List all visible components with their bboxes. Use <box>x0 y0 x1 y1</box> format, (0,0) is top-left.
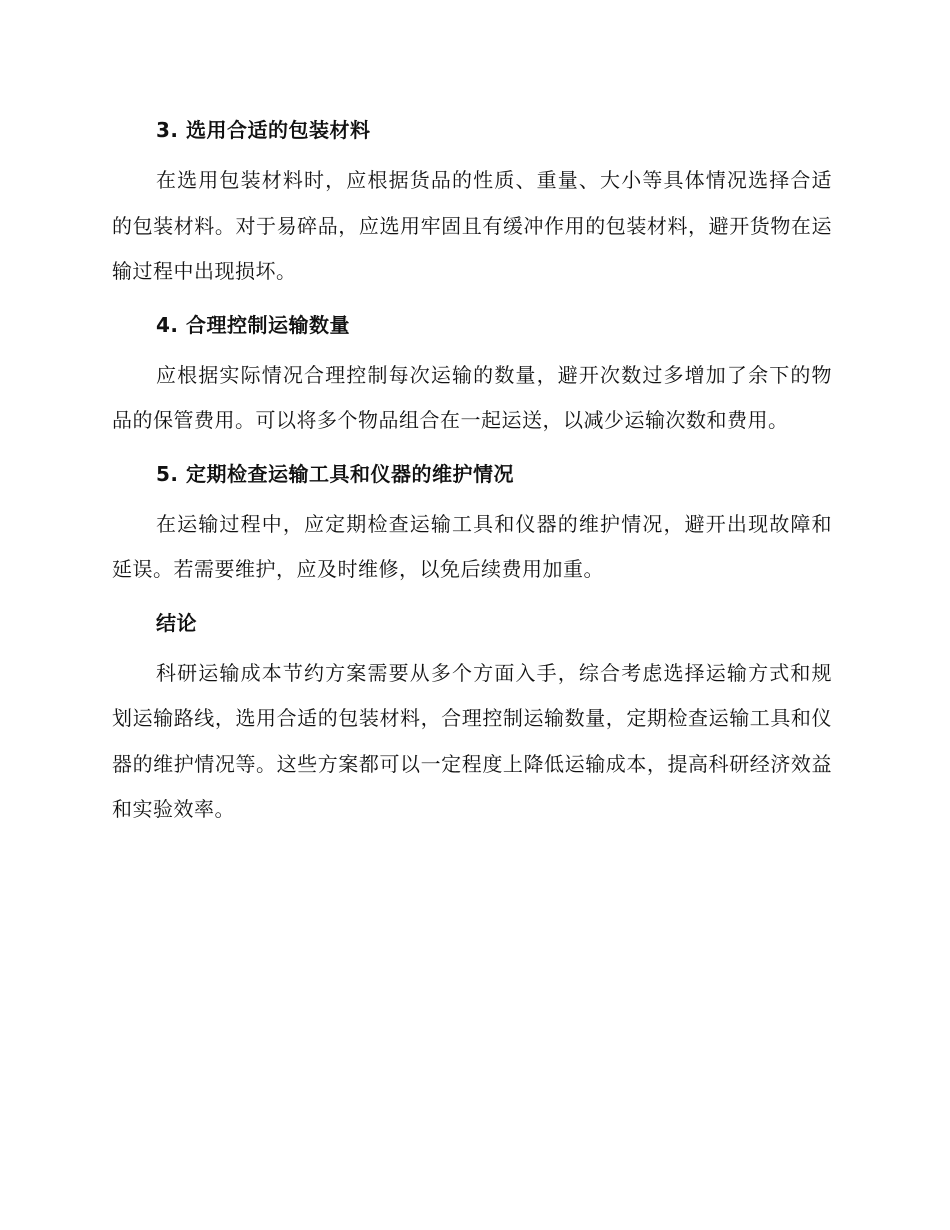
section-heading-maintenance: 5. 定期检查运输工具和仪器的维护情况 <box>156 461 514 486</box>
section-paragraph-packaging: 在选用包装材料时，应根据货品的性质、重量、大小等具体情况选择合适的包装材料。对于易碎品，应选用牢固且有缓冲作用的包装材料，避开货物在运输过程中出现损坏。 <box>112 168 832 283</box>
section-paragraph-maintenance: 在运输过程中，应定期检查运输工具和仪器的维护情况，避开出现故障和延误。若需要维护，应及时维修，以免后续费用加重。 <box>112 511 832 581</box>
document-body <box>112 112 832 833</box>
section-paragraph-conclusion: 科研运输成本节约方案需要从多个方面入手，综合考虑选择运输方式和规划运输路线，选用合适的包装材料，合理控制运输数量，定期检查运输工具和仪器的维护情况等。这些方案都可以一定程度上降低运输成本，提高科研经济效益和实验效率。 <box>112 660 832 821</box>
section-heading-conclusion: 结论 <box>156 610 197 635</box>
section-heading-packaging: 3. 选用合适的包装材料 <box>156 118 371 142</box>
section-paragraph-quantity: 应根据实际情况合理控制每次运输的数量，避开次数过多增加了余下的物品的保管费用。可以将多个物品组合在一起运送，以减少运输次数和费用。 <box>112 362 832 432</box>
section-heading-quantity: 4. 合理控制运输数量 <box>156 312 350 337</box>
